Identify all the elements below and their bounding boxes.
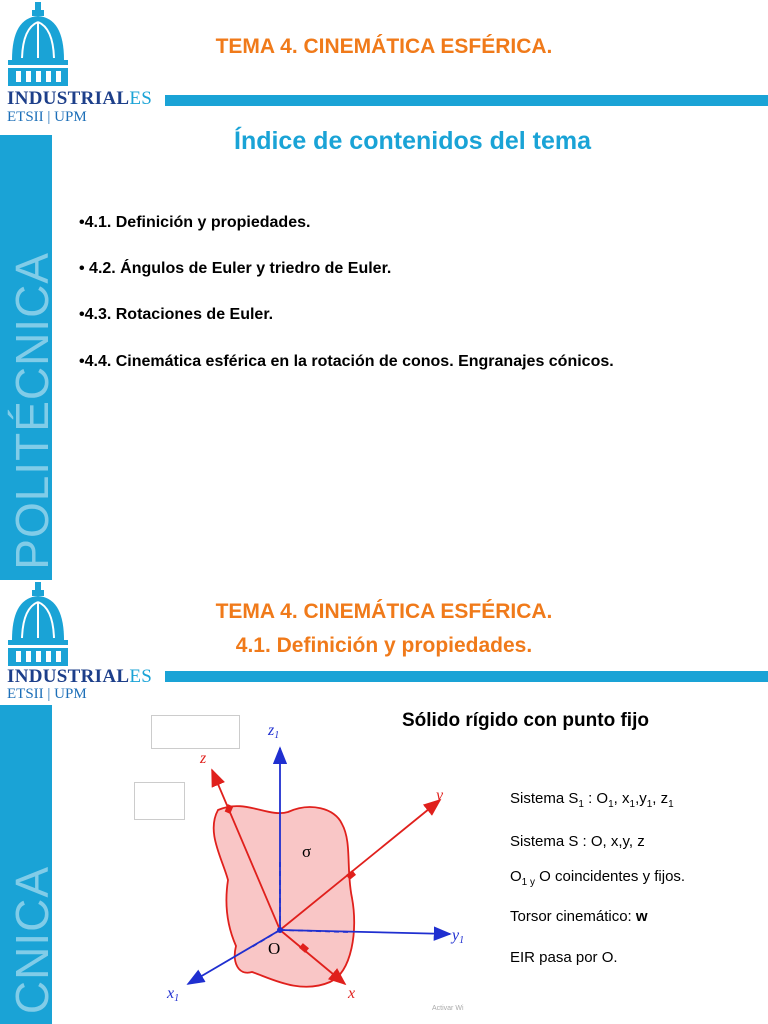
side-bar xyxy=(0,135,58,580)
side-watermark-text: CNICA xyxy=(6,865,58,1014)
info-eir: EIR pasa por O. xyxy=(510,949,618,966)
label-y: y xyxy=(436,787,444,804)
index-item: •4.4. Cinemática esférica en la rotación de conos. Engranajes cónicos. xyxy=(79,353,614,370)
label-x1: x1 xyxy=(167,985,180,1004)
side-watermark-text: POLITÉCNICA xyxy=(6,252,58,570)
index-title: Índice de contenidos del tema xyxy=(234,127,592,155)
brand-name: INDUSTRIALES xyxy=(7,666,153,687)
sub-brand: ETSII | UPM xyxy=(7,686,87,702)
slide-title: TEMA 4. CINEMÁTICA ESFÉRICA. xyxy=(215,600,553,623)
label-y1: y1 xyxy=(452,927,465,946)
info-torsor: Torsor cinemático: w xyxy=(510,908,648,925)
rigid-body-shape xyxy=(214,806,355,987)
index-item: • 4.2. Ángulos de Euler y triedro de Euler. xyxy=(79,260,392,277)
label-z1: z1 xyxy=(268,722,280,741)
brand-name: INDUSTRIALES xyxy=(7,88,153,109)
slide-title: TEMA 4. CINEMÁTICA ESFÉRICA. xyxy=(215,35,553,58)
info-system-s: Sistema S : O, x,y, z xyxy=(510,833,645,850)
info-system-s1: Sistema $S_1$ : $O_1$, $x_1,y_1$, $z_1$ xyxy=(510,790,674,810)
slide-subtitle: 4.1. Definición y propiedades. xyxy=(235,634,533,657)
info-coincident: $O_{1 y}$ O coincidentes y fijos. xyxy=(510,868,686,888)
brand-line xyxy=(165,95,768,106)
label-x: x xyxy=(348,985,356,1002)
solid-title: Sólido rígido con punto fijo xyxy=(402,710,649,731)
label-z: z xyxy=(200,750,207,767)
label-sigma: σ xyxy=(302,842,312,861)
slide-definition xyxy=(0,580,768,1024)
sub-brand: ETSII | UPM xyxy=(7,109,87,125)
activation-watermark: Activar Wi xyxy=(432,1005,464,1012)
label-origin: O xyxy=(268,939,281,958)
index-item: •4.3. Rotaciones de Euler. xyxy=(79,306,274,323)
index-item: •4.1. Definición y propiedades. xyxy=(79,214,311,231)
